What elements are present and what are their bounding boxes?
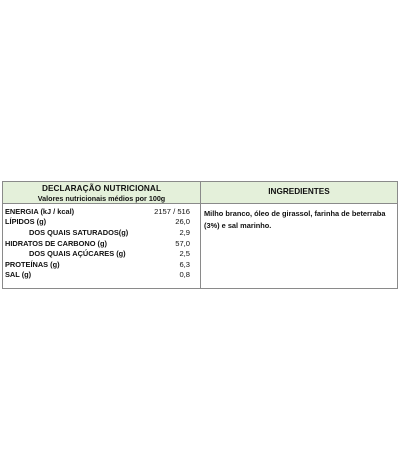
nutrient-name: ENERGIA (kJ / kcal): [5, 206, 75, 216]
nutrition-row-sugars: [3, 248, 200, 259]
nutrient-name: SAL (g): [5, 270, 32, 280]
nutrient-value: 0,8: [179, 270, 190, 280]
nutrient-name: DOS QUAIS SATURADOS(g): [29, 227, 129, 237]
ingredients-header: INGREDIENTES: [201, 182, 397, 204]
nutrient-value: 26,0: [175, 217, 190, 227]
nutrient-name: LÍPIDOS (g): [5, 217, 47, 227]
nutrition-row-proteins: [3, 259, 200, 270]
nutrient-name: PROTEÍNAS (g): [5, 259, 60, 269]
nutrition-row-carbohydrates: [3, 238, 200, 249]
nutrient-name: DOS QUAIS AÇÚCARES (g): [29, 249, 126, 259]
nutrient-value: 6,3: [179, 259, 190, 269]
nutrition-row-lipids: [3, 217, 200, 228]
nutrient-value: 2,9: [179, 227, 190, 237]
nutrition-row-energy: [3, 206, 200, 217]
nutrition-label-table: [2, 181, 398, 289]
nutrition-header: [3, 182, 200, 204]
nutrition-row-saturated: [3, 227, 200, 238]
nutrient-value: 2,5: [179, 249, 190, 259]
nutrient-value: 2157 / 516: [154, 206, 190, 216]
ingredients-column: [201, 182, 397, 288]
nutrition-subtitle: Valores nutricionais médios por 100g: [37, 194, 166, 203]
nutrient-value: 57,0: [175, 238, 190, 248]
ingredients-text: Milho branco, óleo de girassol, farinha de beterraba (3%) e sal marinho.: [204, 209, 386, 230]
nutrition-row-salt: [3, 270, 200, 281]
nutrition-declaration-column: [3, 182, 201, 288]
nutrition-rows: [3, 204, 200, 280]
nutrient-name: HIDRATOS DE CARBONO (g): [5, 238, 107, 248]
nutrition-title: DECLARAÇÃO NUTRICIONAL: [41, 184, 162, 193]
